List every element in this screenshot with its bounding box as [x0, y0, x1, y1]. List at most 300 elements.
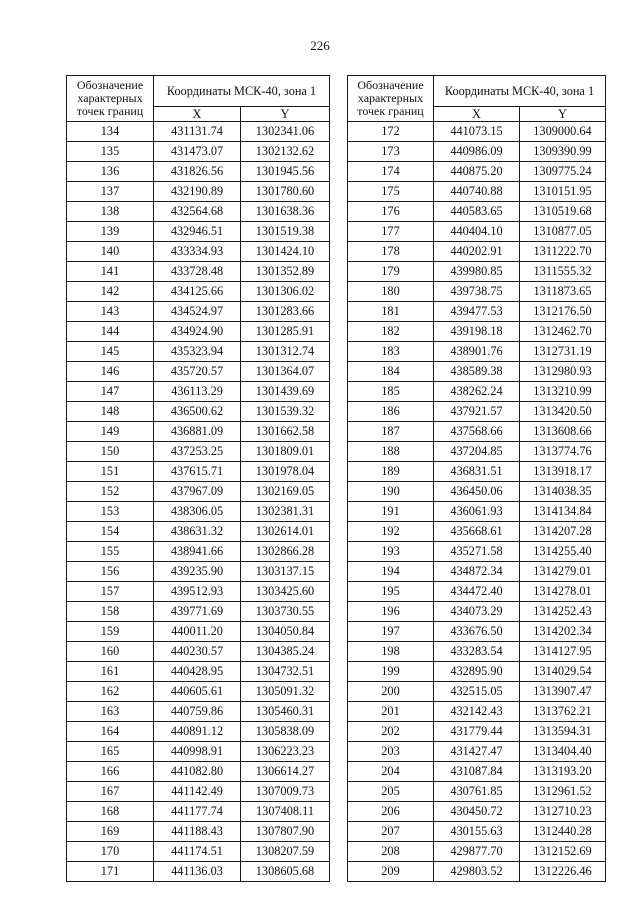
x-coordinate-cell: 438589.38: [434, 362, 520, 382]
table-row: [348, 382, 606, 402]
table-row: [348, 802, 606, 822]
table-row: [67, 602, 330, 622]
x-coordinate-cell: 440998.91: [154, 742, 241, 762]
coordinates-header: Координаты МСК-40, зона 1: [154, 76, 330, 107]
table-row: [67, 402, 330, 422]
point-number-cell: 180: [348, 282, 434, 302]
table-row: [348, 302, 606, 322]
table-row: [67, 282, 330, 302]
table-row: [67, 462, 330, 482]
x-coordinate-cell: 433283.54: [434, 642, 520, 662]
point-number-cell: 163: [67, 702, 154, 722]
point-number-cell: 159: [67, 622, 154, 642]
x-coordinate-cell: 440740.88: [434, 182, 520, 202]
x-coordinate-cell: 433676.50: [434, 622, 520, 642]
table-row: [348, 482, 606, 502]
table-row: [67, 722, 330, 742]
y-coordinate-cell: 1313594.31: [520, 722, 606, 742]
x-coordinate-cell: 436113.29: [154, 382, 241, 402]
coordinates-table-right: [347, 75, 606, 882]
x-coordinate-cell: 435271.58: [434, 542, 520, 562]
y-coordinate-cell: 1304732.51: [241, 662, 330, 682]
point-number-cell: 187: [348, 422, 434, 442]
x-coordinate-cell: 440011.20: [154, 622, 241, 642]
point-number-cell: 207: [348, 822, 434, 842]
y-coordinate-cell: 1313608.66: [520, 422, 606, 442]
point-number-cell: 170: [67, 842, 154, 862]
table-row: [348, 322, 606, 342]
point-number-cell: 205: [348, 782, 434, 802]
table-row: [67, 322, 330, 342]
point-number-cell: 206: [348, 802, 434, 822]
x-coordinate-cell: 437921.57: [434, 402, 520, 422]
table-row: [67, 582, 330, 602]
table-row: [67, 182, 330, 202]
y-coordinate-cell: 1312961.52: [520, 782, 606, 802]
point-number-cell: 183: [348, 342, 434, 362]
x-coordinate-cell: 439477.53: [434, 302, 520, 322]
point-number-cell: 142: [67, 282, 154, 302]
y-coordinate-cell: 1301283.66: [241, 302, 330, 322]
table-row: [67, 122, 330, 142]
y-coordinate-cell: 1306614.27: [241, 762, 330, 782]
x-coordinate-cell: 432564.68: [154, 202, 241, 222]
y-coordinate-cell: 1301306.02: [241, 282, 330, 302]
x-coordinate-cell: 438262.24: [434, 382, 520, 402]
y-coordinate-cell: 1301945.56: [241, 162, 330, 182]
table-row: [67, 622, 330, 642]
table-row: [67, 362, 330, 382]
x-coordinate-cell: 434924.90: [154, 322, 241, 342]
x-coordinate-cell: 434524.97: [154, 302, 241, 322]
point-number-cell: 166: [67, 762, 154, 782]
table-row: [67, 502, 330, 522]
table-row: [67, 422, 330, 442]
point-number-cell: 173: [348, 142, 434, 162]
table-row: [348, 282, 606, 302]
y-coordinate-cell: 1314252.43: [520, 602, 606, 622]
y-coordinate-cell: 1313420.50: [520, 402, 606, 422]
point-number-cell: 151: [67, 462, 154, 482]
y-coordinate-cell: 1301424.10: [241, 242, 330, 262]
point-number-cell: 135: [67, 142, 154, 162]
point-number-cell: 199: [348, 662, 434, 682]
y-coordinate-cell: 1311222.70: [520, 242, 606, 262]
x-coordinate-cell: 439980.85: [434, 262, 520, 282]
x-coordinate-cell: 429803.52: [434, 862, 520, 882]
x-coordinate-cell: 438941.66: [154, 542, 241, 562]
y-coordinate-cell: 1301978.04: [241, 462, 330, 482]
x-coordinate-cell: 436831.51: [434, 462, 520, 482]
table-row: [348, 562, 606, 582]
point-number-cell: 197: [348, 622, 434, 642]
point-number-cell: 176: [348, 202, 434, 222]
x-column-header: X: [154, 107, 241, 122]
x-coordinate-cell: 436881.09: [154, 422, 241, 442]
x-coordinate-cell: 433728.48: [154, 262, 241, 282]
y-coordinate-cell: 1305091.32: [241, 682, 330, 702]
x-coordinate-cell: 435668.61: [434, 522, 520, 542]
x-coordinate-cell: 434472.40: [434, 582, 520, 602]
y-coordinate-cell: 1303425.60: [241, 582, 330, 602]
table-row: [67, 742, 330, 762]
y-coordinate-cell: 1313918.17: [520, 462, 606, 482]
table-row: [348, 722, 606, 742]
point-number-cell: 150: [67, 442, 154, 462]
x-coordinate-cell: 439738.75: [434, 282, 520, 302]
table-row: [348, 402, 606, 422]
table-row: [348, 142, 606, 162]
table-row: [67, 342, 330, 362]
x-coordinate-cell: 441142.49: [154, 782, 241, 802]
y-coordinate-cell: 1312176.50: [520, 302, 606, 322]
y-coordinate-cell: 1312226.46: [520, 862, 606, 882]
x-coordinate-cell: 432895.90: [434, 662, 520, 682]
point-number-cell: 149: [67, 422, 154, 442]
x-coordinate-cell: 437615.71: [154, 462, 241, 482]
point-number-cell: 143: [67, 302, 154, 322]
x-coordinate-cell: 441082.80: [154, 762, 241, 782]
point-number-cell: 202: [348, 722, 434, 742]
point-number-cell: 164: [67, 722, 154, 742]
y-coordinate-cell: 1313404.40: [520, 742, 606, 762]
x-coordinate-cell: 430155.63: [434, 822, 520, 842]
x-coordinate-cell: 430450.72: [434, 802, 520, 822]
x-column-header: X: [434, 107, 520, 122]
y-coordinate-cell: 1302341.06: [241, 122, 330, 142]
point-number-cell: 148: [67, 402, 154, 422]
table-row: [67, 802, 330, 822]
coordinates-table-left: [66, 75, 330, 882]
y-coordinate-cell: 1311873.65: [520, 282, 606, 302]
x-coordinate-cell: 437253.25: [154, 442, 241, 462]
coordinates-table-body: [67, 122, 330, 882]
point-number-cell: 141: [67, 262, 154, 282]
y-coordinate-cell: 1301662.58: [241, 422, 330, 442]
point-number-cell: 198: [348, 642, 434, 662]
y-coordinate-cell: 1314278.01: [520, 582, 606, 602]
y-coordinate-cell: 1302614.01: [241, 522, 330, 542]
y-coordinate-cell: 1311555.32: [520, 262, 606, 282]
x-coordinate-cell: 437568.66: [434, 422, 520, 442]
x-coordinate-cell: 438901.76: [434, 342, 520, 362]
table-row: [67, 862, 330, 882]
table-row: [348, 502, 606, 522]
table-row: [348, 582, 606, 602]
x-coordinate-cell: 431779.44: [434, 722, 520, 742]
y-coordinate-cell: 1302381.31: [241, 502, 330, 522]
x-coordinate-cell: 431087.84: [434, 762, 520, 782]
x-coordinate-cell: 436500.62: [154, 402, 241, 422]
table-row: [67, 702, 330, 722]
y-coordinate-cell: 1307408.11: [241, 802, 330, 822]
table-row: [348, 422, 606, 442]
y-column-header: Y: [241, 107, 330, 122]
point-number-cell: 134: [67, 122, 154, 142]
table-row: [348, 522, 606, 542]
y-coordinate-cell: 1314029.54: [520, 662, 606, 682]
point-number-cell: 160: [67, 642, 154, 662]
x-coordinate-cell: 435720.57: [154, 362, 241, 382]
x-coordinate-cell: 433334.93: [154, 242, 241, 262]
point-number-cell: 147: [67, 382, 154, 402]
y-coordinate-cell: 1307009.73: [241, 782, 330, 802]
point-number-cell: 165: [67, 742, 154, 762]
x-coordinate-cell: 440605.61: [154, 682, 241, 702]
point-number-cell: 179: [348, 262, 434, 282]
y-coordinate-cell: 1312710.23: [520, 802, 606, 822]
table-row: [348, 442, 606, 462]
x-coordinate-cell: 437204.85: [434, 442, 520, 462]
x-coordinate-cell: 434073.29: [434, 602, 520, 622]
point-number-cell: 162: [67, 682, 154, 702]
point-number-cell: 182: [348, 322, 434, 342]
y-coordinate-cell: 1312462.70: [520, 322, 606, 342]
point-number-cell: 177: [348, 222, 434, 242]
table-row: [348, 542, 606, 562]
point-number-cell: 175: [348, 182, 434, 202]
table-row: [67, 222, 330, 242]
point-number-cell: 138: [67, 202, 154, 222]
table-row: [67, 482, 330, 502]
x-coordinate-cell: 441136.03: [154, 862, 241, 882]
point-number-cell: 155: [67, 542, 154, 562]
y-coordinate-cell: 1305460.31: [241, 702, 330, 722]
point-number-cell: 178: [348, 242, 434, 262]
x-coordinate-cell: 440875.20: [434, 162, 520, 182]
table-row: [348, 862, 606, 882]
point-number-cell: 174: [348, 162, 434, 182]
x-coordinate-cell: 436450.06: [434, 482, 520, 502]
point-number-cell: 137: [67, 182, 154, 202]
table-row: [67, 542, 330, 562]
x-coordinate-cell: 439198.18: [434, 322, 520, 342]
y-coordinate-cell: 1312731.19: [520, 342, 606, 362]
y-coordinate-cell: 1302132.62: [241, 142, 330, 162]
point-number-cell: 200: [348, 682, 434, 702]
point-number-cell: 152: [67, 482, 154, 502]
point-number-cell: 209: [348, 862, 434, 882]
point-number-cell: 172: [348, 122, 434, 142]
table-row: [348, 162, 606, 182]
table-row: [348, 202, 606, 222]
y-coordinate-cell: 1301809.01: [241, 442, 330, 462]
x-coordinate-cell: 432142.43: [434, 702, 520, 722]
y-coordinate-cell: 1301780.60: [241, 182, 330, 202]
y-coordinate-cell: 1314255.40: [520, 542, 606, 562]
x-coordinate-cell: 429877.70: [434, 842, 520, 862]
point-designation-header: Обозначение характерных точек границ: [348, 76, 434, 122]
point-number-cell: 190: [348, 482, 434, 502]
y-coordinate-cell: 1313762.21: [520, 702, 606, 722]
table-row: [67, 762, 330, 782]
y-coordinate-cell: 1312440.28: [520, 822, 606, 842]
y-coordinate-cell: 1303730.55: [241, 602, 330, 622]
x-coordinate-cell: 432190.89: [154, 182, 241, 202]
table-row: [348, 622, 606, 642]
table-row: [67, 822, 330, 842]
x-coordinate-cell: 440759.86: [154, 702, 241, 722]
y-coordinate-cell: 1306223.23: [241, 742, 330, 762]
point-number-cell: 140: [67, 242, 154, 262]
table-row: [348, 742, 606, 762]
x-coordinate-cell: 438631.32: [154, 522, 241, 542]
x-coordinate-cell: 436061.93: [434, 502, 520, 522]
y-coordinate-cell: 1314134.84: [520, 502, 606, 522]
coordinates-table-body: [348, 122, 606, 882]
table-row: [348, 702, 606, 722]
table-row: [348, 822, 606, 842]
table-row: [67, 162, 330, 182]
x-coordinate-cell: 434872.34: [434, 562, 520, 582]
x-coordinate-cell: 440428.95: [154, 662, 241, 682]
point-number-cell: 203: [348, 742, 434, 762]
x-coordinate-cell: 440230.57: [154, 642, 241, 662]
y-coordinate-cell: 1301638.36: [241, 202, 330, 222]
x-coordinate-cell: 438306.05: [154, 502, 241, 522]
y-coordinate-cell: 1304385.24: [241, 642, 330, 662]
y-coordinate-cell: 1309000.64: [520, 122, 606, 142]
x-coordinate-cell: 431427.47: [434, 742, 520, 762]
point-number-cell: 186: [348, 402, 434, 422]
y-coordinate-cell: 1314202.34: [520, 622, 606, 642]
x-coordinate-cell: 431473.07: [154, 142, 241, 162]
y-coordinate-cell: 1314279.01: [520, 562, 606, 582]
table-row: [348, 462, 606, 482]
x-coordinate-cell: 441073.15: [434, 122, 520, 142]
point-number-cell: 184: [348, 362, 434, 382]
x-coordinate-cell: 440583.65: [434, 202, 520, 222]
y-coordinate-cell: 1302866.28: [241, 542, 330, 562]
point-number-cell: 193: [348, 542, 434, 562]
y-coordinate-cell: 1310151.95: [520, 182, 606, 202]
table-row: [67, 142, 330, 162]
point-number-cell: 192: [348, 522, 434, 542]
table-row: [67, 682, 330, 702]
y-coordinate-cell: 1301312.74: [241, 342, 330, 362]
x-coordinate-cell: 432515.05: [434, 682, 520, 702]
y-coordinate-cell: 1313193.20: [520, 762, 606, 782]
y-column-header: Y: [520, 107, 606, 122]
table-row: [348, 242, 606, 262]
y-coordinate-cell: 1301285.91: [241, 322, 330, 342]
y-coordinate-cell: 1301364.07: [241, 362, 330, 382]
point-number-cell: 168: [67, 802, 154, 822]
x-coordinate-cell: 441188.43: [154, 822, 241, 842]
point-number-cell: 188: [348, 442, 434, 462]
y-coordinate-cell: 1302169.05: [241, 482, 330, 502]
table-row: [348, 362, 606, 382]
x-coordinate-cell: 431826.56: [154, 162, 241, 182]
y-coordinate-cell: 1313907.47: [520, 682, 606, 702]
point-number-cell: 153: [67, 502, 154, 522]
point-number-cell: 185: [348, 382, 434, 402]
point-number-cell: 195: [348, 582, 434, 602]
table-row: [67, 662, 330, 682]
point-number-cell: 144: [67, 322, 154, 342]
table-row: [67, 842, 330, 862]
point-number-cell: 191: [348, 502, 434, 522]
table-row: [67, 242, 330, 262]
x-coordinate-cell: 440404.10: [434, 222, 520, 242]
x-coordinate-cell: 440986.09: [434, 142, 520, 162]
point-number-cell: 139: [67, 222, 154, 242]
y-coordinate-cell: 1301539.32: [241, 402, 330, 422]
x-coordinate-cell: 440891.12: [154, 722, 241, 742]
coordinates-header: Координаты МСК-40, зона 1: [434, 76, 606, 107]
point-number-cell: 181: [348, 302, 434, 322]
table-row: [67, 382, 330, 402]
point-number-cell: 194: [348, 562, 434, 582]
y-coordinate-cell: 1303137.15: [241, 562, 330, 582]
table-row: [348, 602, 606, 622]
point-number-cell: 154: [67, 522, 154, 542]
y-coordinate-cell: 1304050.84: [241, 622, 330, 642]
point-number-cell: 189: [348, 462, 434, 482]
x-coordinate-cell: 441174.51: [154, 842, 241, 862]
point-number-cell: 201: [348, 702, 434, 722]
x-coordinate-cell: 432946.51: [154, 222, 241, 242]
table-row: [348, 842, 606, 862]
table-row: [67, 642, 330, 662]
table-row: [348, 642, 606, 662]
table-row: [348, 342, 606, 362]
point-designation-header: Обозначение характерных точек границ: [67, 76, 154, 122]
x-coordinate-cell: 439512.93: [154, 582, 241, 602]
table-row: [348, 662, 606, 682]
x-coordinate-cell: 434125.66: [154, 282, 241, 302]
y-coordinate-cell: 1314127.95: [520, 642, 606, 662]
point-number-cell: 146: [67, 362, 154, 382]
y-coordinate-cell: 1310877.05: [520, 222, 606, 242]
point-number-cell: 208: [348, 842, 434, 862]
table-row: [67, 522, 330, 542]
table-row: [348, 182, 606, 202]
x-coordinate-cell: 439235.90: [154, 562, 241, 582]
y-coordinate-cell: 1312152.69: [520, 842, 606, 862]
point-number-cell: 169: [67, 822, 154, 842]
y-coordinate-cell: 1312980.93: [520, 362, 606, 382]
y-coordinate-cell: 1305838.09: [241, 722, 330, 742]
x-coordinate-cell: 431131.74: [154, 122, 241, 142]
x-coordinate-cell: 441177.74: [154, 802, 241, 822]
table-row: [348, 762, 606, 782]
x-coordinate-cell: 430761.85: [434, 782, 520, 802]
y-coordinate-cell: 1313210.99: [520, 382, 606, 402]
point-number-cell: 145: [67, 342, 154, 362]
point-number-cell: 171: [67, 862, 154, 882]
table-row: [348, 682, 606, 702]
table-row: [67, 302, 330, 322]
y-coordinate-cell: 1308605.68: [241, 862, 330, 882]
y-coordinate-cell: 1301352.89: [241, 262, 330, 282]
point-number-cell: 157: [67, 582, 154, 602]
point-number-cell: 156: [67, 562, 154, 582]
point-number-cell: 196: [348, 602, 434, 622]
y-coordinate-cell: 1314038.35: [520, 482, 606, 502]
point-number-cell: 158: [67, 602, 154, 622]
table-row: [67, 442, 330, 462]
x-coordinate-cell: 440202.91: [434, 242, 520, 262]
point-number-cell: 204: [348, 762, 434, 782]
point-number-cell: 136: [67, 162, 154, 182]
y-coordinate-cell: 1301439.69: [241, 382, 330, 402]
table-row: [67, 562, 330, 582]
table-row: [348, 262, 606, 282]
y-coordinate-cell: 1301519.38: [241, 222, 330, 242]
table-row: [67, 262, 330, 282]
point-number-cell: 161: [67, 662, 154, 682]
